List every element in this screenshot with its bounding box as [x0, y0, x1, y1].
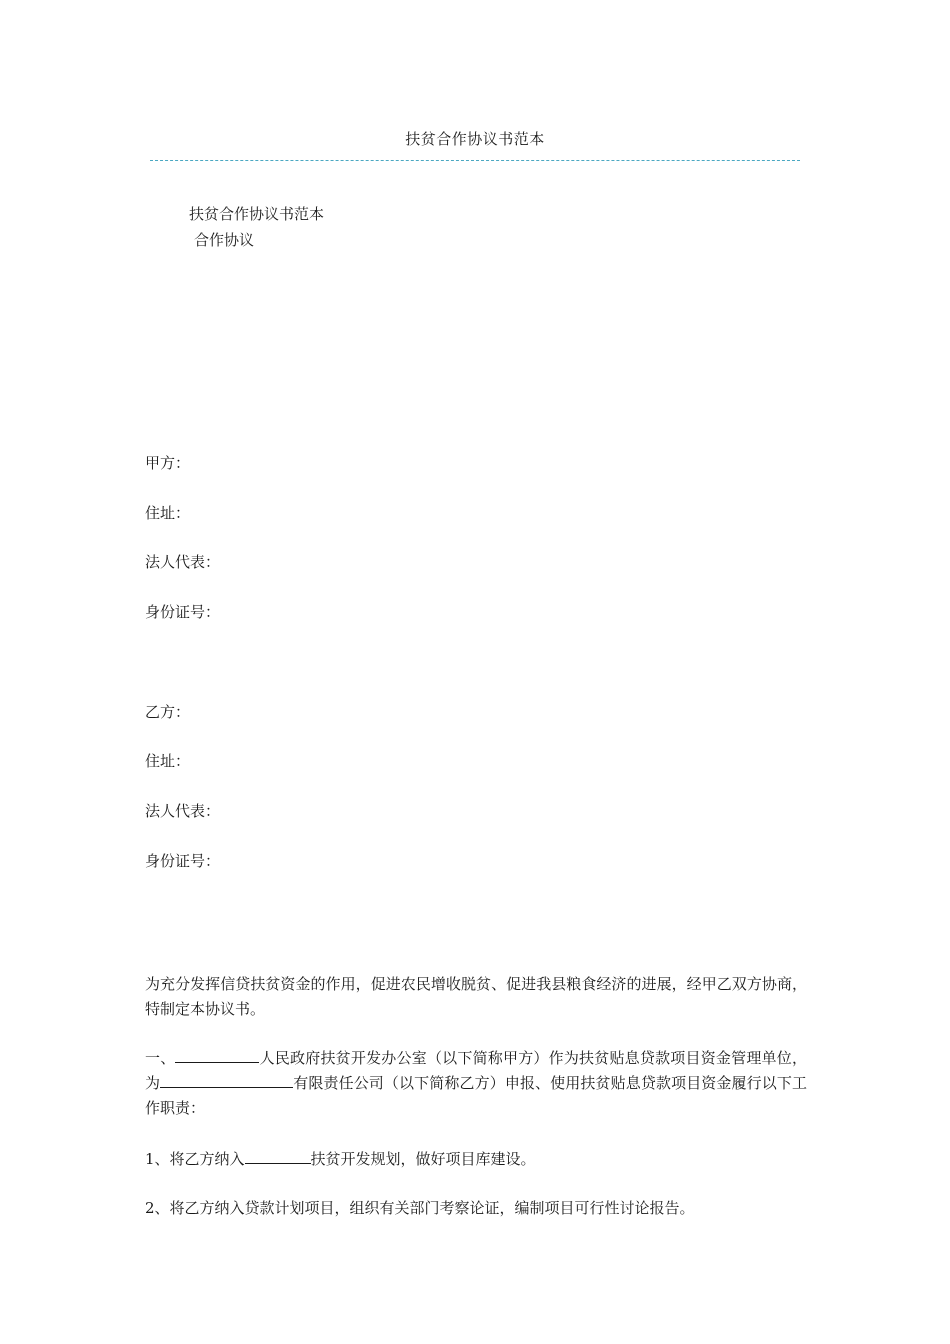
- clause-1-text-b: 有限责任公司（以下简称乙方）申报、使用扶贫贴息贷款项目资金履行以下工作职责：: [145, 1074, 807, 1117]
- document-subtitle: 合作协议: [194, 231, 255, 249]
- blank-county-name: [175, 1046, 259, 1063]
- party-a-rep-label: 法人代表：: [145, 553, 221, 571]
- page-header-title: 扶贫合作协议书范本: [405, 130, 545, 148]
- party-b-rep-label: 法人代表：: [145, 802, 221, 820]
- document-title: 扶贫合作协议书范本: [189, 205, 325, 223]
- clause-1-paragraph: [145, 1046, 807, 1121]
- intro-paragraph: 为充分发挥信贷扶贫资金的作用，促进农民增收脱贫、促进我县粮食经济的进展，经甲乙双方协商，特制定本协议书。: [145, 975, 807, 1018]
- blank-plan-name: [245, 1147, 311, 1164]
- clause-1-text-a: 人民政府扶贫开发办公室（以下简称甲方）作为扶贫贴息贷款项目资金管理单位，为: [145, 1049, 807, 1092]
- party-b-id-label: 身份证号：: [145, 852, 221, 870]
- header-divider: [150, 160, 800, 161]
- party-a-id-label: 身份证号：: [145, 603, 221, 621]
- item-1-suffix: 扶贫开发规划，做好项目库建设。: [310, 1150, 536, 1168]
- item-2-paragraph: 2、将乙方纳入贷款计划项目，组织有关部门考察论证，编制项目可行性讨论报告。: [145, 1199, 695, 1217]
- blank-company-name: [160, 1071, 293, 1088]
- party-b-address-label: 住址：: [145, 752, 191, 770]
- item-1-prefix: 1、将乙方纳入: [145, 1150, 245, 1168]
- clause-1-prefix: 一、: [145, 1049, 176, 1067]
- item-1-paragraph: [145, 1147, 807, 1172]
- party-b-name-label: 乙方：: [145, 703, 191, 721]
- party-a-name-label: 甲方：: [145, 454, 191, 472]
- party-a-address-label: 住址：: [145, 504, 191, 522]
